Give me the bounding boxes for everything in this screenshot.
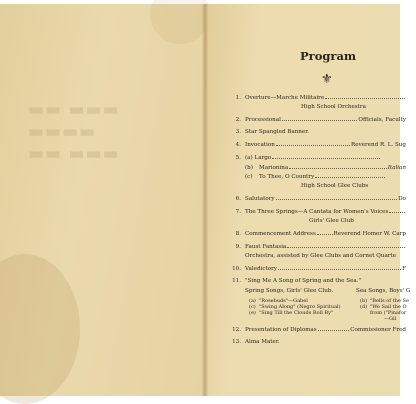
program-item: 9. Faust Fantasia (231, 243, 406, 251)
left-page (0, 4, 205, 396)
performer-line: Orchestra, assisted by Glee Clubs and Cornet Quarte (245, 253, 397, 260)
program-item: 8. Commencement Address Reverend Homer W. Carp (235, 231, 406, 238)
program-sub-item: (b) Marionina Italian (245, 164, 406, 171)
leader-dots (287, 243, 405, 248)
program-item: 4. Invocation Reverend R. L. Sug (235, 142, 406, 149)
program-item: 2. Processional Officials, Faculty (235, 117, 406, 124)
performer-line: Girls' Glee Club (309, 217, 354, 224)
song-entry: (c) "Swing Along" (Negro Spiritual) (249, 304, 341, 311)
program-item: 10. Valedictory F (232, 266, 406, 273)
leader-dots (318, 326, 350, 331)
leader-dots (317, 230, 333, 235)
program-item: 1. Overture—Marche Militaire (231, 94, 406, 102)
song-entry: (e) "Sing Till the Clouds Roll By" (249, 310, 334, 317)
show-through-text: ▬▬ ▬▬▬ ▬▬▬▬ ▬▬ ▬▬▬ (28, 100, 120, 164)
leader-dots (315, 173, 385, 178)
paper-stain (0, 254, 80, 404)
program-list (231, 94, 411, 351)
song-entry: (b) "Bells of the Se (360, 298, 409, 305)
performer-line: High School Glee Clubs (301, 182, 369, 189)
program-item: 3. Star Spangled Banner. (235, 129, 310, 136)
leader-dots (272, 154, 380, 159)
program-item: 6. Salutatory Do (235, 195, 406, 202)
leader-dots (389, 208, 405, 213)
program-item: 7. The Three Springs—A Cantata for Women's Voices (231, 208, 406, 216)
song-entry: from ("Pinafor (370, 310, 407, 317)
song-columns (245, 288, 411, 323)
center-fold (202, 4, 208, 396)
leader-dots (276, 141, 350, 146)
program-item: 5. (a) Largo (231, 154, 406, 162)
song-entry: —Gil (384, 316, 397, 323)
program-sub-item: (c) To Thee, O Country (245, 173, 406, 181)
program-item: 11. "Sing Me A Song of Spring and the Sea." (232, 278, 362, 285)
leader-dots (289, 164, 386, 169)
leader-dots (278, 265, 401, 270)
performer-line: High School Orchestra (301, 104, 366, 111)
leader-dots (282, 116, 358, 121)
spring-songs-column: Spring Songs, Girls' Glee Club. (a) "Rosebuds"—Gabel (c) "Swing Along" (Negro Spiritual) (e) "Sing Till the Clouds Roll By" (245, 288, 351, 322)
program-item: 12. Presentation of Diplomas Commissioner Fred (232, 327, 406, 334)
paper-stain (150, 0, 210, 44)
song-entry: (d) "We Sail the O (360, 304, 407, 311)
fleur-de-lis-icon: ⚜ (321, 72, 333, 87)
sea-songs-column: Sea Songs, Boys' G (b) "Bells of the Se (d) "We Sail the O from ("Pinafor —Gil (356, 288, 416, 322)
song-entry: (a) "Rosebuds"—Gabel (249, 298, 308, 305)
program-item: 13. Alma Mater. (232, 339, 280, 346)
page-title: Program (300, 49, 357, 63)
leader-dots (325, 94, 405, 99)
leader-dots (276, 195, 398, 200)
